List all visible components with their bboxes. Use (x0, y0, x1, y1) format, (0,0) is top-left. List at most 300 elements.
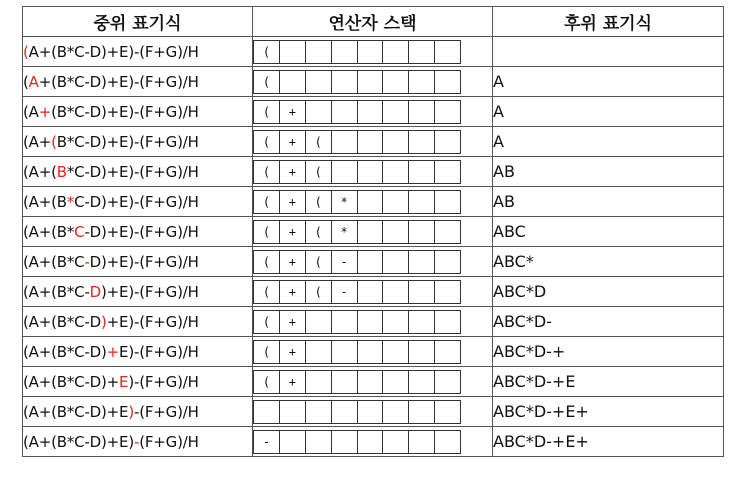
expression-char: ( (23, 402, 29, 421)
expression-char: H (187, 102, 199, 121)
expression-char: C (74, 372, 85, 391)
expression-char: E (119, 162, 129, 181)
stack-slot (332, 341, 358, 363)
infix-expression-cell (23, 427, 253, 457)
stack-slot (435, 161, 460, 183)
stack-slot: ( (254, 101, 280, 123)
stack-slot (332, 431, 358, 453)
operator-stack-cell (253, 337, 493, 367)
operator-stack (253, 70, 461, 94)
expression-char: + (106, 42, 120, 61)
stack-slot: ( (254, 71, 280, 93)
stack-slot: + (280, 161, 306, 183)
operator-stack-cell (253, 187, 493, 217)
expression-char: + (106, 312, 120, 331)
stack-slot: ( (254, 191, 280, 213)
expression-char: ) (101, 222, 107, 241)
expression-char: ) (128, 282, 134, 301)
current-token: ( (23, 42, 29, 61)
expression-char: + (153, 282, 166, 301)
stack-slot (409, 401, 435, 423)
table-row (23, 307, 724, 337)
operator-stack (253, 160, 461, 184)
expression-char: + (38, 42, 52, 61)
postfix-expression-cell: AB (493, 187, 724, 217)
expression-char: ( (139, 402, 145, 421)
stack-slot: ( (306, 251, 332, 273)
expression-char: D (89, 132, 102, 151)
expression-char: D (89, 222, 102, 241)
expression-char: H (187, 222, 199, 241)
expression-char: ( (23, 132, 29, 151)
expression-char: ) (177, 72, 183, 91)
expression-char: * (66, 162, 75, 181)
stack-slot (409, 191, 435, 213)
stack-slot (409, 371, 435, 393)
expression-char: - (84, 162, 90, 181)
expression-char: ( (51, 162, 57, 181)
expression-char: B (56, 102, 67, 121)
expression-char: E (119, 192, 129, 211)
infix-header: 중위 표기식 (23, 7, 253, 37)
stack-slot: ( (254, 161, 280, 183)
expression-char: / (182, 312, 188, 331)
postfix-expression-cell: ABC*D-+E (493, 367, 724, 397)
infix-expression-cell (23, 97, 253, 127)
expression-char: ( (139, 102, 145, 121)
expression-char: F (144, 342, 154, 361)
expression-char: ( (139, 132, 145, 151)
expression-char: F (144, 402, 154, 421)
expression-char: ( (139, 312, 145, 331)
expression-char: - (84, 102, 90, 121)
expression-char: * (66, 312, 75, 331)
expression-char: ) (177, 162, 183, 181)
table-row (23, 97, 724, 127)
expression-char: C (74, 432, 85, 451)
infix-expression-cell (23, 127, 253, 157)
table-row (23, 397, 724, 427)
expression-char: A (28, 312, 39, 331)
expression-char: C (74, 162, 85, 181)
expression-char: + (38, 342, 52, 361)
stack-slot (409, 221, 435, 243)
operator-stack (253, 130, 461, 154)
expression-char: ( (51, 42, 57, 61)
operator-stack (253, 370, 461, 394)
postfix-expression-cell: ABC*D-+ (493, 337, 724, 367)
stack-slot (435, 341, 460, 363)
expression-char: ) (177, 402, 183, 421)
stack-slot (383, 71, 409, 93)
expression-char: A (28, 342, 39, 361)
expression-char: / (182, 342, 188, 361)
stack-slot (435, 191, 460, 213)
stack-slot (306, 101, 332, 123)
expression-char: H (187, 252, 199, 271)
operator-stack (253, 40, 461, 64)
expression-char: + (106, 162, 120, 181)
expression-char: A (28, 42, 39, 61)
expression-char: * (66, 432, 75, 451)
expression-char: E (119, 402, 129, 421)
expression-char: F (144, 432, 154, 451)
stack-slot: ( (306, 191, 332, 213)
stack-slot: ( (254, 251, 280, 273)
table-row (23, 427, 724, 457)
stack-slot (358, 131, 384, 153)
current-token: - (133, 432, 140, 451)
operator-stack (253, 100, 461, 124)
stack-slot (383, 41, 409, 63)
infix-expression-cell (23, 337, 253, 367)
stack-slot (306, 371, 332, 393)
expression-char: E (119, 72, 129, 91)
expression-char: ) (101, 342, 107, 361)
stack-slot: - (332, 281, 358, 303)
expression-char: ) (177, 132, 183, 151)
expression-char: - (133, 372, 140, 391)
stack-slot (435, 431, 460, 453)
infix-expression-cell (23, 217, 253, 247)
expression-char: * (66, 42, 75, 61)
operator-stack-cell (253, 277, 493, 307)
stack-slot (306, 41, 332, 63)
stack-slot (435, 251, 460, 273)
expression-char: ( (139, 42, 145, 61)
operator-stack-cell (253, 127, 493, 157)
expression-char: + (38, 222, 52, 241)
operator-stack-cell (253, 247, 493, 277)
expression-char: E (119, 252, 129, 271)
expression-char: + (106, 102, 120, 121)
stack-slot (383, 131, 409, 153)
expression-char: A (28, 192, 39, 211)
stack-slot (358, 191, 384, 213)
stack-slot (435, 101, 460, 123)
expression-char: - (133, 402, 140, 421)
expression-char: ( (23, 162, 29, 181)
stack-slot (358, 311, 384, 333)
expression-char: / (182, 402, 188, 421)
expression-char: ( (23, 342, 29, 361)
postfix-expression-cell: A (493, 127, 724, 157)
stack-slot (332, 101, 358, 123)
stack-slot (383, 431, 409, 453)
expression-char: + (38, 132, 52, 151)
expression-char: G (165, 252, 178, 271)
expression-char: C (74, 342, 85, 361)
expression-char: ) (101, 402, 107, 421)
operator-stack (253, 250, 461, 274)
expression-char: ( (23, 312, 29, 331)
table-row (23, 127, 724, 157)
stack-slot (358, 251, 384, 273)
expression-char: * (66, 372, 75, 391)
expression-char: A (28, 222, 39, 241)
postfix-expression-cell: A (493, 97, 724, 127)
expression-char: D (89, 312, 102, 331)
expression-char: ( (139, 222, 145, 241)
expression-char: E (119, 102, 129, 121)
expression-char: ( (51, 402, 57, 421)
stack-slot (306, 341, 332, 363)
expression-char: B (56, 192, 67, 211)
stack-slot: + (280, 191, 306, 213)
stack-slot (280, 401, 306, 423)
stack-slot (409, 161, 435, 183)
postfix-expression-cell: ABC*D-+E+ (493, 397, 724, 427)
stack-slot (409, 41, 435, 63)
expression-char: ) (128, 312, 134, 331)
expression-char: G (165, 72, 178, 91)
expression-char: ( (51, 372, 57, 391)
expression-char: ) (128, 372, 134, 391)
expression-char: B (56, 432, 67, 451)
expression-char: - (84, 42, 90, 61)
expression-char: A (28, 102, 39, 121)
operator-stack (253, 340, 461, 364)
current-token: C (74, 222, 85, 241)
stack-slot: + (280, 221, 306, 243)
postfix-expression-cell: ABC*D- (493, 307, 724, 337)
expression-char: - (133, 192, 140, 211)
expression-char: - (133, 162, 140, 181)
stack-slot (435, 281, 460, 303)
stack-slot (306, 71, 332, 93)
stack-slot (383, 281, 409, 303)
stack-slot (332, 131, 358, 153)
expression-char: ( (23, 192, 29, 211)
expression-char: C (74, 102, 85, 121)
table-row (23, 187, 724, 217)
stack-slot (306, 401, 332, 423)
expression-char: G (165, 102, 178, 121)
expression-char: + (38, 72, 52, 91)
expression-char: G (165, 132, 178, 151)
expression-char: G (165, 192, 178, 211)
expression-char: * (66, 102, 75, 121)
stack-slot (358, 431, 384, 453)
infix-expression-cell (23, 397, 253, 427)
stack-slot (332, 401, 358, 423)
expression-char: B (56, 402, 67, 421)
stack-slot (409, 281, 435, 303)
expression-char: / (182, 222, 188, 241)
expression-char: A (28, 282, 39, 301)
expression-char: ) (101, 72, 107, 91)
stack-slot (409, 431, 435, 453)
stack-slot (254, 401, 280, 423)
expression-char: ) (128, 342, 134, 361)
stack-slot: ( (254, 131, 280, 153)
postfix-expression-cell (493, 37, 724, 67)
expression-char: / (182, 42, 188, 61)
operator-stack (253, 310, 461, 334)
expression-char: - (133, 252, 140, 271)
expression-char: A (28, 132, 39, 151)
postfix-expression-cell: ABC (493, 217, 724, 247)
expression-char: ) (177, 432, 183, 451)
expression-char: ( (51, 252, 57, 271)
expression-char: D (89, 402, 102, 421)
stack-slot (358, 341, 384, 363)
expression-char: / (182, 282, 188, 301)
stack-slot: + (280, 371, 306, 393)
stack-slot: ( (254, 281, 280, 303)
stack-slot (383, 341, 409, 363)
expression-char: A (28, 252, 39, 271)
expression-char: H (187, 372, 199, 391)
postfix-expression-cell: ABC* (493, 247, 724, 277)
expression-char: + (38, 402, 52, 421)
expression-char: / (182, 72, 188, 91)
expression-char: B (56, 342, 67, 361)
expression-char: - (84, 192, 90, 211)
postfix-expression-cell: AB (493, 157, 724, 187)
table-row (23, 367, 724, 397)
expression-char: ) (101, 162, 107, 181)
expression-char: F (144, 132, 154, 151)
expression-char: ) (177, 372, 183, 391)
stack-slot: ( (306, 281, 332, 303)
expression-char: ( (51, 72, 57, 91)
expression-char: A (28, 432, 39, 451)
expression-char: A (28, 162, 39, 181)
expression-char: - (133, 102, 140, 121)
expression-char: + (153, 432, 166, 451)
expression-char: F (144, 222, 154, 241)
expression-char: ( (139, 162, 145, 181)
expression-char: - (84, 282, 90, 301)
infix-expression-cell (23, 37, 253, 67)
expression-char: - (133, 342, 140, 361)
expression-char: - (84, 402, 90, 421)
infix-expression-cell (23, 187, 253, 217)
expression-char: G (165, 162, 178, 181)
expression-char: F (144, 72, 154, 91)
stack-slot: ( (254, 371, 280, 393)
stack-slot (383, 221, 409, 243)
expression-char: ) (101, 252, 107, 271)
infix-expression-cell (23, 247, 253, 277)
stack-slot: + (280, 281, 306, 303)
expression-char: D (89, 102, 102, 121)
expression-char: + (153, 312, 166, 331)
expression-char: F (144, 192, 154, 211)
expression-char: / (182, 132, 188, 151)
stack-slot (435, 311, 460, 333)
expression-char: + (153, 252, 166, 271)
expression-char: D (89, 372, 102, 391)
stack-slot: ( (254, 221, 280, 243)
stack-slot (358, 41, 384, 63)
expression-char: ( (139, 432, 145, 451)
table-row (23, 277, 724, 307)
expression-char: G (165, 312, 178, 331)
current-token: + (106, 342, 120, 361)
expression-char: - (84, 432, 90, 451)
expression-char: H (187, 432, 199, 451)
expression-char: + (38, 282, 52, 301)
expression-char: B (56, 372, 67, 391)
current-token: D (89, 282, 102, 301)
expression-char: C (74, 402, 85, 421)
expression-char: ( (51, 222, 57, 241)
expression-char: + (38, 432, 52, 451)
expression-char: ) (128, 432, 134, 451)
expression-char: B (56, 312, 67, 331)
expression-char: + (106, 372, 120, 391)
expression-char: ( (139, 342, 145, 361)
expression-char: B (56, 72, 67, 91)
table-row (23, 247, 724, 277)
expression-char: ) (177, 192, 183, 211)
expression-char: - (84, 72, 90, 91)
expression-char: - (133, 312, 140, 331)
expression-char: ) (177, 342, 183, 361)
expression-char: ) (177, 102, 183, 121)
stack-slot: * (332, 191, 358, 213)
expression-char: + (106, 402, 120, 421)
stack-slot (306, 431, 332, 453)
expression-char: G (165, 342, 178, 361)
expression-char: H (187, 282, 199, 301)
expression-char: C (74, 132, 85, 151)
expression-char: A (28, 402, 39, 421)
expression-char: + (153, 72, 166, 91)
expression-char: * (66, 252, 75, 271)
expression-char: ) (101, 102, 107, 121)
operator-stack-cell (253, 97, 493, 127)
expression-char: + (153, 342, 166, 361)
expression-char: E (119, 342, 129, 361)
current-token: B (56, 162, 67, 181)
stack-slot (332, 41, 358, 63)
expression-char: C (74, 192, 85, 211)
infix-expression-cell (23, 367, 253, 397)
expression-char: - (133, 222, 140, 241)
operator-stack (253, 220, 461, 244)
stack-slot (435, 41, 460, 63)
stack-slot (409, 341, 435, 363)
expression-char: F (144, 372, 154, 391)
expression-char: * (66, 342, 75, 361)
expression-char: ) (101, 192, 107, 211)
expression-char: - (133, 132, 140, 151)
expression-char: F (144, 312, 154, 331)
expression-char: / (182, 432, 188, 451)
expression-char: E (119, 312, 129, 331)
expression-char: G (165, 372, 178, 391)
current-token: ) (128, 402, 134, 421)
expression-char: ) (101, 42, 107, 61)
current-token: - (84, 252, 90, 271)
expression-char: * (66, 402, 75, 421)
table-body (23, 37, 724, 457)
stack-slot: + (280, 101, 306, 123)
operator-stack (253, 280, 461, 304)
expression-char: ( (23, 432, 29, 451)
expression-char: ) (128, 102, 134, 121)
expression-char: B (56, 132, 67, 151)
expression-char: ( (23, 102, 29, 121)
expression-char: ) (177, 312, 183, 331)
expression-char: ) (128, 192, 134, 211)
stack-slot (332, 371, 358, 393)
stack-slot: ( (254, 341, 280, 363)
expression-char: + (153, 402, 166, 421)
